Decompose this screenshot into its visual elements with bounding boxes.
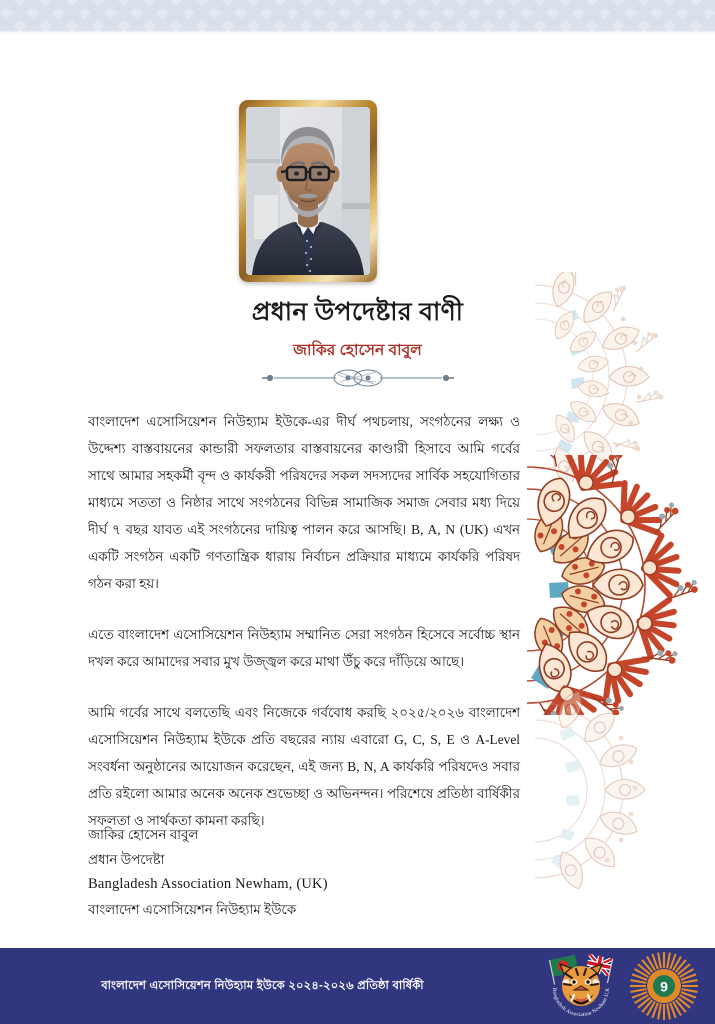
sunburst-anniversary-badge — [627, 949, 701, 1023]
footer-bar — [0, 948, 715, 1024]
anniversary-number: 9 — [660, 978, 668, 995]
signature-organisation-en: Bangladesh Association Newham, (UK) — [88, 876, 328, 892]
signature-name: জাকির হোসেন বাবুল — [88, 827, 199, 842]
signature-organisation-bn: বাংলাদেশ এসোসিয়েশন নিউহ্যাম ইউকে — [88, 902, 297, 917]
infinity-divider-ornament — [0, 368, 715, 388]
tiger-flags-logo — [543, 948, 619, 1024]
floral-mandala-ornament — [525, 455, 715, 720]
letter-body — [88, 408, 520, 834]
footer-logos — [543, 948, 701, 1024]
portrait-frame — [239, 100, 377, 282]
letter-paragraph: এতে বাংলাদেশ এসোসিয়েশন নিউহ্যাম সম্মানিত সেরা সংগঠন হিসেবে সর্বোচ্চ স্থান দখল করে আমাদের সবার মুখ উজ্জ্বল করে মাথা উঁচু করে দাঁড়িয়ে আছে। — [88, 627, 520, 669]
letter-paragraph: বাংলাদেশ এসোসিয়েশন নিউহ্যাম ইউকে-এর দীর্ঘ পথচলায়, সংগঠনের লক্ষ্য ও উদ্দেশ্য বাস্তবায়নের কান্ডারী সফলতার বাস্তবায়নের কাণ্ডারী হিসাবে আমি গর্বের সাথে আমার সহকর্মী বৃন্দ ও কার্যকরী পরিষদের সকল সদস্যদের সার্বিক সহযোগিতার মাধ্যমে সততা ও নিষ্ঠার সাথে সংগঠনের বিভিন্ন সামাজিক সমাজ সেবার মধ্য দিয়ে দীর্ঘ ৭ বছর যাবত এই সংগঠনের দায়িত্ব পালন করে আসছি। B, A, N (UK) এখন একটি সংগঠন একটি গণতান্ত্রিক ধারায় নির্বাচন প্রক্রিয়ার মাধ্যমে কার্যকরি পরিষদ গঠন করা হয়। — [88, 414, 520, 591]
signature-block — [88, 822, 508, 922]
letter-paragraph: আমি গর্বের সাথে বলতেছি এবং নিজেকে গর্ববোধ করছি ২০২৫/২০২৬ বাংলাদেশ এসোসিয়েশন নিউহ্যাম ইউকে প্রতি বছরের ন্যায় এবারো G, C, S, E ও A-Level সংবর্ধনা অনুষ্ঠানের আয়োজন করেছেন, এই জন্য B, N, A কার্যকরি পরিষদেও সবার প্রতি রইলো আমার অনেক অনেক শুভেচ্ছা ও অভিনন্দন। পরিশেষে প্রতিষ্ঠা বার্ষিকীর সফলতা ও সার্থকতা কামনা করছি। — [88, 705, 520, 828]
author-name: জাকির হোসেন বাবুল — [293, 342, 422, 359]
ornament-column — [525, 0, 715, 940]
signature-designation: প্রধান উপদেষ্টা — [88, 852, 165, 867]
footer-caption: বাংলাদেশ এসোসিয়েশন নিউহ্যাম ইউকে ২০২৪-২০২৬ প্রতিষ্ঠা বার্ষিকী — [101, 979, 424, 992]
floral-mandala-ornament — [525, 690, 715, 895]
page-title: প্রধান উপদেষ্টার বাণী — [251, 298, 464, 326]
portrait-photo — [246, 107, 370, 275]
logo-arc-text: Bangladesh Association Newham U.K — [550, 987, 612, 1019]
